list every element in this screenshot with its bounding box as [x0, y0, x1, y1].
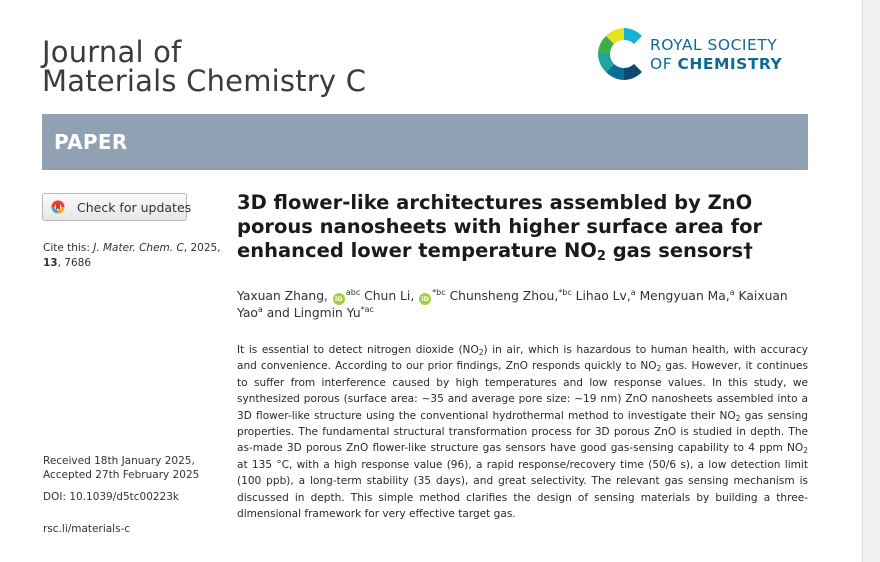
- publisher-line2: OF CHEMISTRY: [650, 55, 783, 73]
- doi-link[interactable]: DOI: 10.1039/d5tc00223k: [43, 491, 179, 503]
- article-dates: [43, 454, 199, 482]
- cite-journal[interactable]: J. Mater. Chem. C: [93, 242, 184, 254]
- scrollbar-track[interactable]: [862, 0, 880, 562]
- publisher-name[interactable]: [650, 36, 782, 74]
- abstract-text: It is essential to detect nitrogen dioxide $(NO_2)$ in air, which is hazardous to human health, with accuracy and convenience. According to our prior findings, ZnO responds quickly to $NO_2$ gas. However, it continues to suffer from interference caused by high temperatures and low response values. In this study, we synthesized porous (surface area: ∼35 and average pore size: ∼19 nm) ZnO nanosheets assembled into a 3D flower-like structure using the conventional hydrothermal method to investigate their $NO_2$ gas sensing properties. The fundamental structural transformation process for 3D porous ZnO is studied in depth. The as-made 3D porous ZnO flower-like structure gas sensors have good gas-sensing capability to 4 ppm $NO_2$ at 135 °C, with a high response value (96), a rapid response/recovery time (50/6 s), a low detection limit (100 ppb), a long-term stability (35 days), and great selectivity. The relevant gas sensing mechanism is discussed in depth. This simple method clarifies the design of sensing materials by building a three-dimensional framework for very effective target gas.: [237, 344, 808, 521]
- journal-link[interactable]: rsc.li/materials-c: [43, 523, 131, 535]
- author-name[interactable]: Lihao Lv,: [575, 289, 631, 303]
- received-date: Received 18th January 2025,: [43, 455, 195, 467]
- citation-info: Cite this: J. Mater. Chem. C, 2025, 13, 7686: [43, 242, 221, 269]
- article-type-label: PAPER: [54, 130, 128, 154]
- orcid-icon[interactable]: iD: [333, 293, 345, 305]
- article-title: 3D flower-like architectures assembled by ZnO porous nanosheets with higher surface area for enhanced lower temperature $NO_2$ gas sensors†: [237, 191, 763, 264]
- journal-title-line2: Materials Chemistry C: [42, 64, 367, 98]
- author-name[interactable]: Yaxuan Zhang,: [237, 289, 328, 303]
- crossmark-icon: [50, 199, 66, 215]
- author-conjunction: and: [266, 306, 290, 320]
- check-for-updates-button[interactable]: [42, 193, 192, 221]
- article-type-banner: [42, 114, 808, 170]
- accepted-date: Accepted 27th February 2025: [43, 469, 200, 481]
- author-name[interactable]: Mengyuan Ma,: [639, 289, 730, 303]
- author-name[interactable]: Kaixuan Yao: [237, 289, 788, 320]
- publisher-line1: ROYAL SOCIETY: [650, 36, 778, 54]
- author-name[interactable]: Chun Li,: [364, 289, 415, 303]
- orcid-icon[interactable]: iD: [419, 293, 431, 305]
- author-list: Yaxuan Zhang, $iD^{abc}$ Chun Li, $iD^{*bc}$ Chunsheng Zhou,$^{*bc}$ Lihao Lv,$^a$ Mengyuan Ma,$^a$ Kaixuan Yao$^a$ and Lingmin $Yu^{*ac}$: [237, 288, 788, 320]
- author-name[interactable]: Lingmin Yu: [293, 306, 361, 320]
- journal-title-line1: Journal of: [42, 35, 182, 69]
- check-for-updates-label: Check for updates: [77, 200, 192, 215]
- author-name[interactable]: Chunsheng Zhou,: [449, 289, 559, 303]
- journal-title[interactable]: [42, 35, 367, 98]
